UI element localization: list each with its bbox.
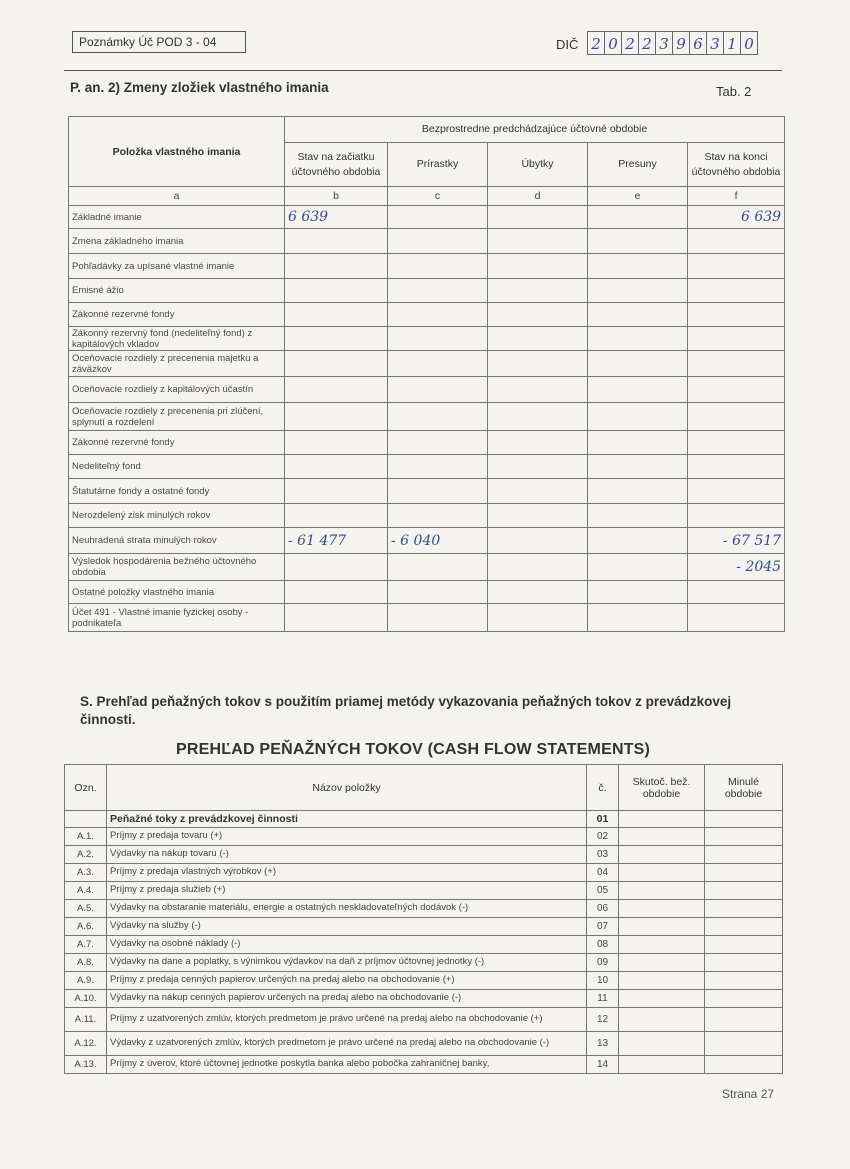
equity-row <box>69 279 785 303</box>
cell-no: 12 <box>587 1008 619 1032</box>
dic-digit-box[interactable]: 0 <box>740 31 758 55</box>
cell-ozn: A.8. <box>65 954 107 972</box>
equity-value-c[interactable] <box>388 206 488 229</box>
cell-previous[interactable] <box>705 1008 783 1032</box>
cell-previous[interactable] <box>705 828 783 846</box>
cell-current[interactable] <box>619 936 705 954</box>
cashflow-row <box>65 972 783 990</box>
equity-value-c[interactable] <box>388 254 488 279</box>
equity-row <box>69 229 785 254</box>
form-code-box <box>72 31 246 53</box>
cell-current[interactable] <box>619 1056 705 1074</box>
equity-value-b[interactable] <box>285 303 388 327</box>
equity-value-d[interactable] <box>488 431 588 455</box>
equity-value-e[interactable] <box>588 403 688 431</box>
cashflow-row <box>65 882 783 900</box>
cashflow-row <box>65 1032 783 1056</box>
cell-ozn: A.9. <box>65 972 107 990</box>
equity-value-c[interactable] <box>388 604 488 632</box>
equity-value-d[interactable] <box>488 403 588 431</box>
column-letter: b <box>285 187 388 206</box>
equity-row <box>69 377 785 403</box>
cell-no: 01 <box>587 811 619 828</box>
equity-value-e[interactable] <box>588 528 688 554</box>
dic-digit-box[interactable]: 2 <box>638 31 656 55</box>
cell-no: 05 <box>587 882 619 900</box>
cell-current[interactable] <box>619 1008 705 1032</box>
equity-value-e[interactable] <box>588 303 688 327</box>
cell-previous[interactable] <box>705 990 783 1008</box>
equity-value-f[interactable] <box>688 254 785 279</box>
equity-row-label: Zmena základného imania <box>69 229 285 254</box>
cell-name: Výdavky na služby (-) <box>107 918 587 936</box>
equity-row-label: Oceňovacie rozdiely z kapitálových účastín <box>69 377 285 403</box>
equity-value-b[interactable] <box>285 581 388 604</box>
equity-value-c[interactable] <box>388 554 488 581</box>
equity-value-b[interactable] <box>285 229 388 254</box>
cashflow-row <box>65 954 783 972</box>
cell-name: Výdavky na nákup tovaru (-) <box>107 846 587 864</box>
equity-value-b[interactable] <box>285 279 388 303</box>
equity-value-b[interactable] <box>285 254 388 279</box>
equity-value-f[interactable] <box>688 303 785 327</box>
equity-value-c[interactable] <box>388 229 488 254</box>
cell-no: 04 <box>587 864 619 882</box>
equity-value-b[interactable] <box>285 554 388 581</box>
equity-value-c[interactable] <box>388 479 488 504</box>
cell-ozn <box>65 811 107 828</box>
cell-no: 14 <box>587 1056 619 1074</box>
equity-value-f[interactable] <box>688 351 785 377</box>
equity-row <box>69 403 785 431</box>
equity-value-c[interactable] <box>388 431 488 455</box>
cell-previous[interactable] <box>705 954 783 972</box>
header-rule <box>64 70 782 71</box>
equity-value-c[interactable] <box>388 351 488 377</box>
equity-value-b[interactable] <box>285 455 388 479</box>
cell-current[interactable] <box>619 972 705 990</box>
col-ozn-header: Ozn. <box>65 765 107 811</box>
cell-previous[interactable] <box>705 882 783 900</box>
equity-value-c[interactable] <box>388 279 488 303</box>
equity-value-f[interactable]: 6 639 <box>688 206 785 229</box>
cell-ozn: A.4. <box>65 882 107 900</box>
equity-row-label: Oceňovacie rozdiely z precenenia majetku a záväzkov <box>69 351 285 377</box>
equity-value-f[interactable] <box>688 604 785 632</box>
cell-name: Výdavky na dane a poplatky, s výnimkou výdavkov na daň z príjmov účtovnej jednotky (-) <box>107 954 587 972</box>
cell-ozn: A.2. <box>65 846 107 864</box>
dic-label: DIČ <box>556 37 579 52</box>
equity-value-d[interactable] <box>488 504 588 528</box>
equity-value-f[interactable] <box>688 431 785 455</box>
cell-no: 03 <box>587 846 619 864</box>
equity-value-f[interactable] <box>688 279 785 303</box>
equity-value-f[interactable] <box>688 327 785 351</box>
column-letter: e <box>588 187 688 206</box>
form-code: Poznámky Úč POD 3 - 04 <box>79 35 217 49</box>
equity-value-d[interactable] <box>488 455 588 479</box>
cell-previous[interactable] <box>705 972 783 990</box>
section-title: P. an. 2) Zmeny zložiek vlastného imania <box>70 80 329 95</box>
equity-row <box>69 528 785 554</box>
equity-value-d[interactable] <box>488 229 588 254</box>
equity-row-label: Výsledok hospodárenia bežného účtovného obdobia <box>69 554 285 581</box>
equity-value-b[interactable] <box>285 351 388 377</box>
group-header: Bezprostredne predchádzajúce účtovné obdobie <box>285 117 785 143</box>
equity-value-e[interactable] <box>588 455 688 479</box>
equity-row <box>69 431 785 455</box>
equity-value-e[interactable] <box>588 351 688 377</box>
cell-previous[interactable] <box>705 1032 783 1056</box>
table-label: Tab. 2 <box>716 84 752 99</box>
equity-value-c[interactable] <box>388 303 488 327</box>
col-name-header: Názov položky <box>107 765 587 811</box>
cell-no: 07 <box>587 918 619 936</box>
cell-no: 11 <box>587 990 619 1008</box>
cell-ozn: A.5. <box>65 900 107 918</box>
cell-previous[interactable] <box>705 864 783 882</box>
col-previous-header: Minulé obdobie <box>705 765 783 811</box>
cashflow-row <box>65 1008 783 1032</box>
dic-digit-box[interactable]: 3 <box>655 31 673 55</box>
cell-no: 06 <box>587 900 619 918</box>
dic-boxes <box>588 31 758 55</box>
cell-name: Príjmy z predaja cenných papierov určených na predaj alebo na obchodovanie (+) <box>107 972 587 990</box>
equity-value-e[interactable] <box>588 254 688 279</box>
cell-ozn: A.11. <box>65 1008 107 1032</box>
col-decrease-header: Úbytky <box>488 143 588 187</box>
equity-value-e[interactable] <box>588 327 688 351</box>
equity-value-b[interactable]: - 61 477 <box>285 528 388 554</box>
equity-value-c[interactable] <box>388 455 488 479</box>
column-letter: f <box>688 187 785 206</box>
cashflow-row <box>65 846 783 864</box>
cashflow-row <box>65 1056 783 1074</box>
cell-no: 13 <box>587 1032 619 1056</box>
cell-current[interactable] <box>619 990 705 1008</box>
cell-name: Výdavky z uzatvorených zmlúv, ktorých predmetom je právo určené na predaj alebo na obchodovanie (-) <box>107 1032 587 1056</box>
cell-name: Príjmy z úverov, ktoré účtovnej jednotke poskytla banka alebo pobočka zahraničnej banky, <box>107 1056 587 1074</box>
cell-previous[interactable] <box>705 1056 783 1074</box>
equity-row-label: Nedeliteľný fond <box>69 455 285 479</box>
cell-previous[interactable] <box>705 846 783 864</box>
col-item-header: Položka vlastného imania <box>69 117 285 187</box>
cashflow-group-row <box>65 811 783 828</box>
cell-no: 10 <box>587 972 619 990</box>
equity-row <box>69 303 785 327</box>
cell-no: 09 <box>587 954 619 972</box>
equity-value-f[interactable] <box>688 377 785 403</box>
cell-ozn: A.13. <box>65 1056 107 1074</box>
equity-value-e[interactable] <box>588 279 688 303</box>
cell-current[interactable] <box>619 864 705 882</box>
equity-row-label: Štatutárne fondy a ostatné fondy <box>69 479 285 504</box>
equity-value-b[interactable] <box>285 604 388 632</box>
equity-row <box>69 206 785 229</box>
equity-value-d[interactable] <box>488 351 588 377</box>
equity-value-c[interactable] <box>388 581 488 604</box>
equity-value-d[interactable] <box>488 377 588 403</box>
equity-value-d[interactable] <box>488 254 588 279</box>
dic-digit-box[interactable]: 6 <box>689 31 707 55</box>
equity-row <box>69 351 785 377</box>
cell-current[interactable] <box>619 918 705 936</box>
dic-digit-box[interactable]: 2 <box>621 31 639 55</box>
cell-ozn: A.10. <box>65 990 107 1008</box>
cell-current[interactable] <box>619 882 705 900</box>
cell-ozn: A.12. <box>65 1032 107 1056</box>
equity-value-d[interactable] <box>488 279 588 303</box>
column-letter: a <box>69 187 285 206</box>
equity-value-b[interactable] <box>285 327 388 351</box>
equity-value-e[interactable] <box>588 604 688 632</box>
equity-row <box>69 504 785 528</box>
equity-value-e[interactable] <box>588 554 688 581</box>
cell-no: 02 <box>587 828 619 846</box>
col-no-header: č. <box>587 765 619 811</box>
cell-ozn: A.1. <box>65 828 107 846</box>
equity-value-f[interactable] <box>688 581 785 604</box>
equity-value-d[interactable] <box>488 479 588 504</box>
cell-current[interactable] <box>619 900 705 918</box>
equity-value-d[interactable] <box>488 528 588 554</box>
equity-row-label: Zákonné rezervné fondy <box>69 431 285 455</box>
equity-value-e[interactable] <box>588 229 688 254</box>
cashflow-row <box>65 936 783 954</box>
equity-row-label: Emisné ážio <box>69 279 285 303</box>
equity-row <box>69 479 785 504</box>
equity-row-label: Základné imanie <box>69 206 285 229</box>
cashflow-row <box>65 828 783 846</box>
equity-value-f[interactable] <box>688 479 785 504</box>
cell-ozn: A.7. <box>65 936 107 954</box>
equity-value-c[interactable] <box>388 403 488 431</box>
cell-name: Príjmy z predaja vlastných výrobkov (+) <box>107 864 587 882</box>
equity-row-label: Zákonné rezervné fondy <box>69 303 285 327</box>
equity-value-b[interactable] <box>285 377 388 403</box>
equity-value-c[interactable] <box>388 504 488 528</box>
equity-value-d[interactable] <box>488 303 588 327</box>
equity-value-f[interactable]: - 2045 <box>688 554 785 581</box>
dic-digit-box[interactable]: 2 <box>587 31 605 55</box>
equity-row-label: Oceňovacie rozdiely z precenenia pri zlúčení, splynutí a rozdelení <box>69 403 285 431</box>
equity-row-label: Neuhradená strata minulých rokov <box>69 528 285 554</box>
equity-value-b[interactable]: 6 639 <box>285 206 388 229</box>
cell-no: 08 <box>587 936 619 954</box>
column-letters-row <box>69 187 785 206</box>
equity-value-b[interactable] <box>285 431 388 455</box>
cell-current[interactable] <box>619 1032 705 1056</box>
column-letter: d <box>488 187 588 206</box>
equity-value-c[interactable] <box>388 377 488 403</box>
equity-row <box>69 327 785 351</box>
cell-current[interactable] <box>619 954 705 972</box>
equity-value-b[interactable] <box>285 504 388 528</box>
equity-row-label: Ostatné položky vlastného imania <box>69 581 285 604</box>
equity-value-c[interactable]: - 6 040 <box>388 528 488 554</box>
equity-changes-table <box>68 116 785 632</box>
cell-name: Výdavky na osobné náklady (-) <box>107 936 587 954</box>
equity-row-label: Zákonný rezervný fond (nedeliteľný fond) z kapitálových vkladov <box>69 327 285 351</box>
cell-name: Výdavky na obstaranie materiálu, energie a ostatných neskladovateľných dodávok (-) <box>107 900 587 918</box>
col-transfers-header: Presuny <box>588 143 688 187</box>
col-start-header: Stav na začiatku účtovného obdobia <box>285 143 388 187</box>
equity-row <box>69 604 785 632</box>
cashflow-row <box>65 864 783 882</box>
column-letter: c <box>388 187 488 206</box>
equity-value-e[interactable] <box>588 504 688 528</box>
cashflow-row <box>65 990 783 1008</box>
dic-digit-box[interactable]: 3 <box>706 31 724 55</box>
cell-name: Výdavky na nákup cenných papierov určených na predaj alebo na obchodovanie (-) <box>107 990 587 1008</box>
equity-value-f[interactable] <box>688 403 785 431</box>
dic-digit-box[interactable]: 1 <box>723 31 741 55</box>
col-increase-header: Prírastky <box>388 143 488 187</box>
equity-value-c[interactable] <box>388 327 488 351</box>
equity-value-e[interactable] <box>588 581 688 604</box>
cashflow-row <box>65 918 783 936</box>
equity-row <box>69 455 785 479</box>
equity-row <box>69 581 785 604</box>
col-end-header: Stav na konci účtovného obdobia <box>688 143 785 187</box>
equity-row-label: Nerozdelený zisk minulých rokov <box>69 504 285 528</box>
equity-row-label: Pohľadávky za upísané vlastné imanie <box>69 254 285 279</box>
cell-previous[interactable] <box>705 811 783 828</box>
equity-value-b[interactable] <box>285 403 388 431</box>
col-current-header: Skutoč. bež. obdobie <box>619 765 705 811</box>
cell-ozn: A.6. <box>65 918 107 936</box>
equity-row-label: Účet 491 - Vlastné imanie fyzickej osoby - podnikateľa <box>69 604 285 632</box>
cell-name: Príjmy z uzatvorených zmlúv, ktorých predmetom je právo určené na predaj alebo na obchodovanie (+) <box>107 1008 587 1032</box>
equity-value-f[interactable] <box>688 455 785 479</box>
cell-current[interactable] <box>619 828 705 846</box>
cell-previous[interactable] <box>705 936 783 954</box>
cashflow-row <box>65 900 783 918</box>
cashflow-title: PREHĽAD PEŇAŽNÝCH TOKOV (CASH FLOW STATEMENTS) <box>176 741 651 758</box>
cell-name: Príjmy z predaja tovaru (+) <box>107 828 587 846</box>
equity-value-d[interactable] <box>488 206 588 229</box>
equity-value-d[interactable] <box>488 581 588 604</box>
section-s-title: S. Prehľad peňažných tokov s použitím priamej metódy vykazovania peňažných tokov z prevádzkovej činnosti. <box>80 694 732 727</box>
equity-value-f[interactable] <box>688 229 785 254</box>
equity-value-e[interactable] <box>588 377 688 403</box>
cell-name: Príjmy z predaja služieb (+) <box>107 882 587 900</box>
equity-row <box>69 554 785 581</box>
equity-value-e[interactable] <box>588 206 688 229</box>
cell-current[interactable] <box>619 846 705 864</box>
page-number: Strana 27 <box>722 1087 775 1101</box>
equity-value-b[interactable] <box>285 479 388 504</box>
cell-ozn: A.3. <box>65 864 107 882</box>
equity-row <box>69 254 785 279</box>
equity-value-e[interactable] <box>588 479 688 504</box>
equity-value-e[interactable] <box>588 431 688 455</box>
equity-value-f[interactable] <box>688 504 785 528</box>
cashflow-table <box>64 764 783 1074</box>
equity-value-d[interactable] <box>488 327 588 351</box>
cell-previous[interactable] <box>705 900 783 918</box>
cell-current[interactable] <box>619 811 705 828</box>
dic-digit-box[interactable]: 0 <box>604 31 622 55</box>
equity-value-d[interactable] <box>488 604 588 632</box>
cell-previous[interactable] <box>705 918 783 936</box>
cell-name: Peňažné toky z prevádzkovej činnosti <box>107 811 587 828</box>
equity-value-d[interactable] <box>488 554 588 581</box>
dic-digit-box[interactable]: 9 <box>672 31 690 55</box>
equity-value-f[interactable]: - 67 517 <box>688 528 785 554</box>
